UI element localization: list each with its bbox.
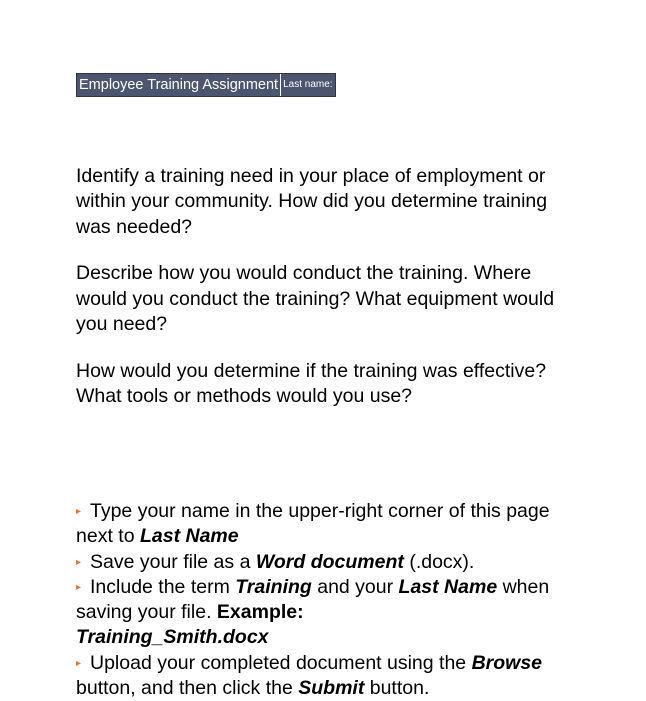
instruction-text: and your [311, 575, 399, 598]
last-name-field[interactable]: Last name: [280, 74, 334, 96]
instruction-emphasis: Submit [298, 677, 365, 700]
question-3: How would you determine if the training was effective? What tools or methods would you use? [76, 359, 547, 408]
instruction-item-1 [76, 499, 586, 550]
instruction-item-4 [76, 651, 586, 701]
question-1: Identify a training need in your place of employment or within your community. How did you determine training was needed? [76, 165, 548, 238]
document-title: Employee Training Assignment [79, 77, 279, 93]
question-2: Describe how you would conduct the training. Where would you conduct the training? What equipment would you need? [76, 262, 555, 335]
instruction-text: Upload your completed document using the [90, 651, 472, 674]
instruction-emphasis: Training [235, 575, 312, 598]
instruction-text: (.docx). [403, 550, 475, 573]
instruction-text: Include the term [90, 575, 236, 598]
instruction-emphasis: Browse [471, 651, 543, 674]
instructions-list [76, 499, 586, 701]
instruction-emphasis: Example: [216, 601, 304, 624]
document-header [76, 73, 336, 97]
instruction-item-3 [76, 575, 586, 651]
instruction-emphasis: Word document [255, 550, 404, 573]
instruction-emphasis: Last Name [139, 525, 239, 548]
instruction-text: Save your file as a [90, 550, 256, 573]
bullet-icon: ▸ [76, 556, 82, 568]
instruction-text: when saving your file. [76, 575, 550, 624]
instruction-text: button, and then click the [76, 677, 299, 700]
instruction-text: Type your name in the upper-right corner of this page next to [76, 500, 550, 548]
questions-section [76, 164, 586, 431]
instruction-text: button. [364, 677, 430, 700]
example-filename: Training_Smith.docx [76, 626, 269, 649]
bullet-icon: ▸ [76, 581, 82, 593]
bullet-icon: ▸ [76, 657, 82, 669]
bullet-icon: ▸ [76, 506, 82, 517]
instruction-emphasis: Last Name [398, 575, 498, 598]
instruction-item-2 [76, 550, 586, 575]
